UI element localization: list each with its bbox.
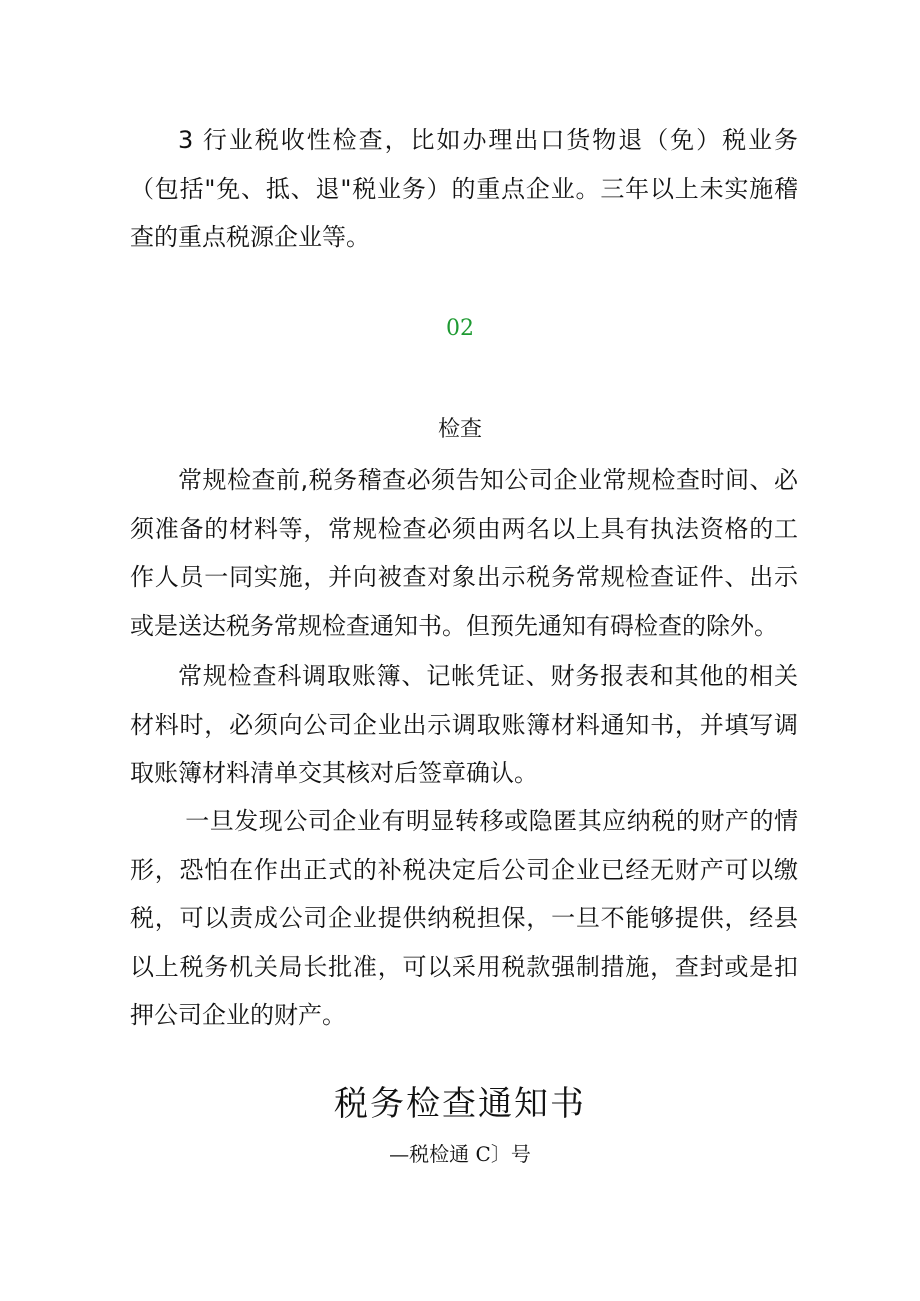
section-number: 02	[446, 316, 474, 341]
notice-number: —税检通 C〕号	[389, 1142, 531, 1166]
notice-title: 税务检查通知书	[334, 1084, 586, 1124]
paragraph-tax-guarantee: 一旦发现公司企业有明显转移或隐匿其应纳税的财产的情形，恐怕在作出正式的补税决定后公司企业已经无财产可以缴税，可以责成公司企业提供纳税担保，一旦不能够提供，经县以上税务机关局长批准，可以采用税款强制措施，查封或是扣押公司企业的财产。	[130, 807, 798, 1029]
paragraph-retrieve-ledgers: 常规检查科调取账簿、记帐凭证、财务报表和其他的相关材料时，必须向公司企业出示调取账簿材料通知书，并填写调取账簿材料清单交其核对后签章确认。	[130, 662, 798, 787]
paragraph-key-enterprises: 3 行业税收性检查，比如办理出口货物退（免）税业务（包括"免、抵、退"税业务）的重点企业。三年以上未实施稽查的重点税源企业等。	[130, 126, 798, 251]
section-heading: 检查	[437, 417, 482, 442]
paragraph-inspection-notice: 常规检查前,税务稽查必须告知公司企业常规检查时间、必须准备的材料等，常规检查必须由两名以上具有执法资格的工作人员一同实施，并向被查对象出示税务常规检查证件、出示或是送达税务常规检查通知书。但预先通知有碍检查的除外。	[130, 466, 798, 640]
